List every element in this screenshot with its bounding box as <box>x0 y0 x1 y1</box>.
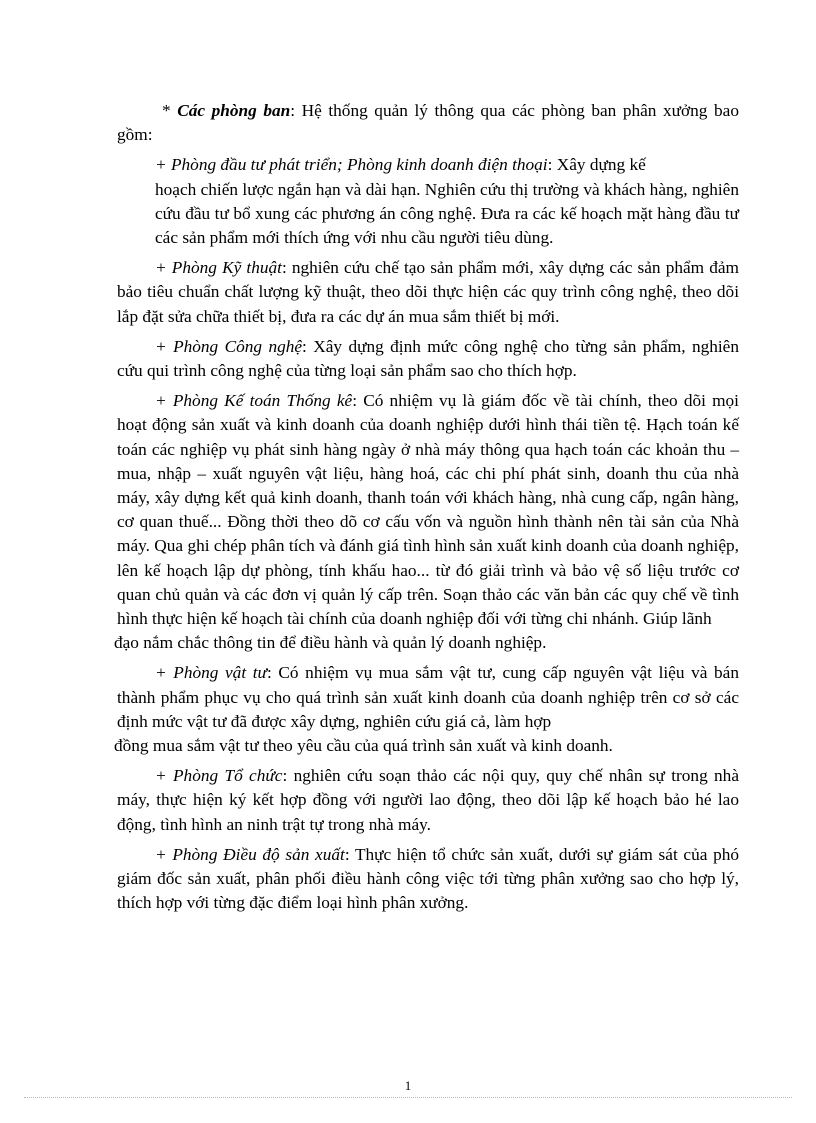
heading-phong-ky-thuat: + Phòng Kỹ thuật <box>155 258 282 278</box>
heading-phong-to-chuc: + Phòng Tổ chức <box>155 766 283 786</box>
ky-thuat-text: : nghiên cứu chế tạo sản phẩm mới, xây dựng các sản phẩm đảm bảo tiêu chuẩn chất lượng kỹ thuật, theo dõi thực hiện các quy trình công nghệ, theo dõi lắp đặt sửa chữa thiết bị, đưa ra các dự án mua sắm thiết bị mới. <box>117 258 739 326</box>
heading-phong-cong-nghe: + Phòng Công nghệ <box>155 336 303 356</box>
bullet-star: * <box>162 101 178 120</box>
paragraph-vat-tu-continued <box>114 734 739 758</box>
document-body <box>114 99 740 916</box>
paragraph-phong-dau-tu-body <box>117 178 739 251</box>
heading-cac-phong-ban: Các phòng ban <box>177 101 291 120</box>
cong-nghe-text: : Xây dựng định mức công nghệ cho từng sản phẩm, nghiên cứu qui trình công nghệ của từng loại sản phẩm sao cho thích hợp. <box>117 336 739 381</box>
paragraph-phong-dau-tu-heading <box>117 153 739 177</box>
paragraph-phong-cong-nghe <box>117 335 739 383</box>
dau-tu-text-first: : Xây dựng kế <box>547 155 646 175</box>
page-number: 1 <box>404 1078 412 1093</box>
intro-text: : Hệ thống quản lý thông qua các phòng ban phân xưởng bao gồm: <box>117 101 739 145</box>
ke-toan-text-cont: đạo nắm chắc thông tin để điều hành và quản lý doanh nghiệp. <box>114 633 547 653</box>
to-chuc-text: : nghiên cứu soạn thảo các nội quy, quy chế nhân sự trong nhà máy, thực hiện ký kết hợp đồng với người lao động, theo dõi lập kế hoạch bảo hé lao động, tình hình an ninh trật tự trong nhà máy. <box>117 766 739 834</box>
paragraph-phong-vat-tu <box>117 661 739 734</box>
dau-tu-text-rest: hoạch chiến lược ngắn hạn và dài hạn. Nghiên cứu thị trường và khách hàng, nghiên cứu đầu tư bổ xung các phương án công nghệ. Đưa ra các kế hoạch mặt hàng đầu tư các sản phẩm mới thích ứng với nhu cầu người tiêu dùng. <box>155 179 739 248</box>
vat-tu-text-cont: đồng mua sắm vật tư theo yêu cầu của quá trình sản xuất và kinh doanh. <box>114 736 613 756</box>
vat-tu-text: : Có nhiệm vụ mua sắm vật tư, cung cấp nguyên vật liệu và bán thành phẩm phục vụ cho quá trình sản xuất kinh doanh của doanh nghiệp trên cơ sở các định mức vật tư đã được xây dựng, nghiên cứu giá cả, làm hợp <box>117 663 739 731</box>
heading-phong-vat-tu: + Phòng vật tư <box>155 663 267 683</box>
dieu-do-text: : Thực hiện tổ chức sản xuất, dưới sự giám sát của phó giám đốc sản xuất, phân phối điều hành công việc tới từng phân xưởng sao cho hợp lý, thích hợp với từng đặc điểm loại hình phân xưởng. <box>117 844 740 913</box>
paragraph-cac-phong-ban <box>117 99 739 147</box>
heading-phong-dau-tu: + Phòng đầu tư phát triển; Phòng kinh doanh điện thoại <box>155 155 548 175</box>
paragraph-ke-toan-continued <box>114 631 739 655</box>
ke-toan-text: : Có nhiệm vụ là giám đốc về tài chính, theo dõi mọi hoạt động sản xuất và kinh doanh của doanh nghiệp dưới hình thái tiền tệ. Hạch toán kế toán các nghiệp vụ phát sinh hàng ngày ở nhà máy thông qua hạch toán các khoản thu – mua, nhập – xuất nguyên vật liệu, hàng hoá, các chi phí phát sinh, doanh thu của nhà máy, xây dựng kết quả kinh doanh, thanh toán với khách hàng, nhà cung cấp, ngân hàng, cơ quan thuế... Đồng thời theo dõ cơ cấu vốn và nguồn hình thành nên tài sản của Nhà máy. Qua ghi chép phân tích và đánh giá tình hình sản xuất kinh doanh của doanh nghiệp, lên kế hoạch lập dự phòng, tính khấu hao... từ đó giải trình và bảo vệ số liệu trước cơ quan chủ quản và các đơn vị quản lý cấp trên. Soạn thảo các văn bản các quy chế về tình hình thực hiện kế hoạch tài chính của doanh nghiệp đối với từng chi nhánh. Giúp lãnh <box>117 391 739 629</box>
paragraph-phong-to-chuc <box>117 764 739 837</box>
footer-dotted-rule <box>24 1097 792 1098</box>
paragraph-phong-ke-toan <box>117 389 739 631</box>
paragraph-phong-ky-thuat <box>117 256 739 329</box>
heading-phong-dieu-do: + Phòng Điều độ sản xuất <box>155 844 345 864</box>
heading-phong-ke-toan: + Phòng Kế toán Thống kê <box>155 391 353 411</box>
paragraph-phong-dieu-do <box>117 843 739 916</box>
